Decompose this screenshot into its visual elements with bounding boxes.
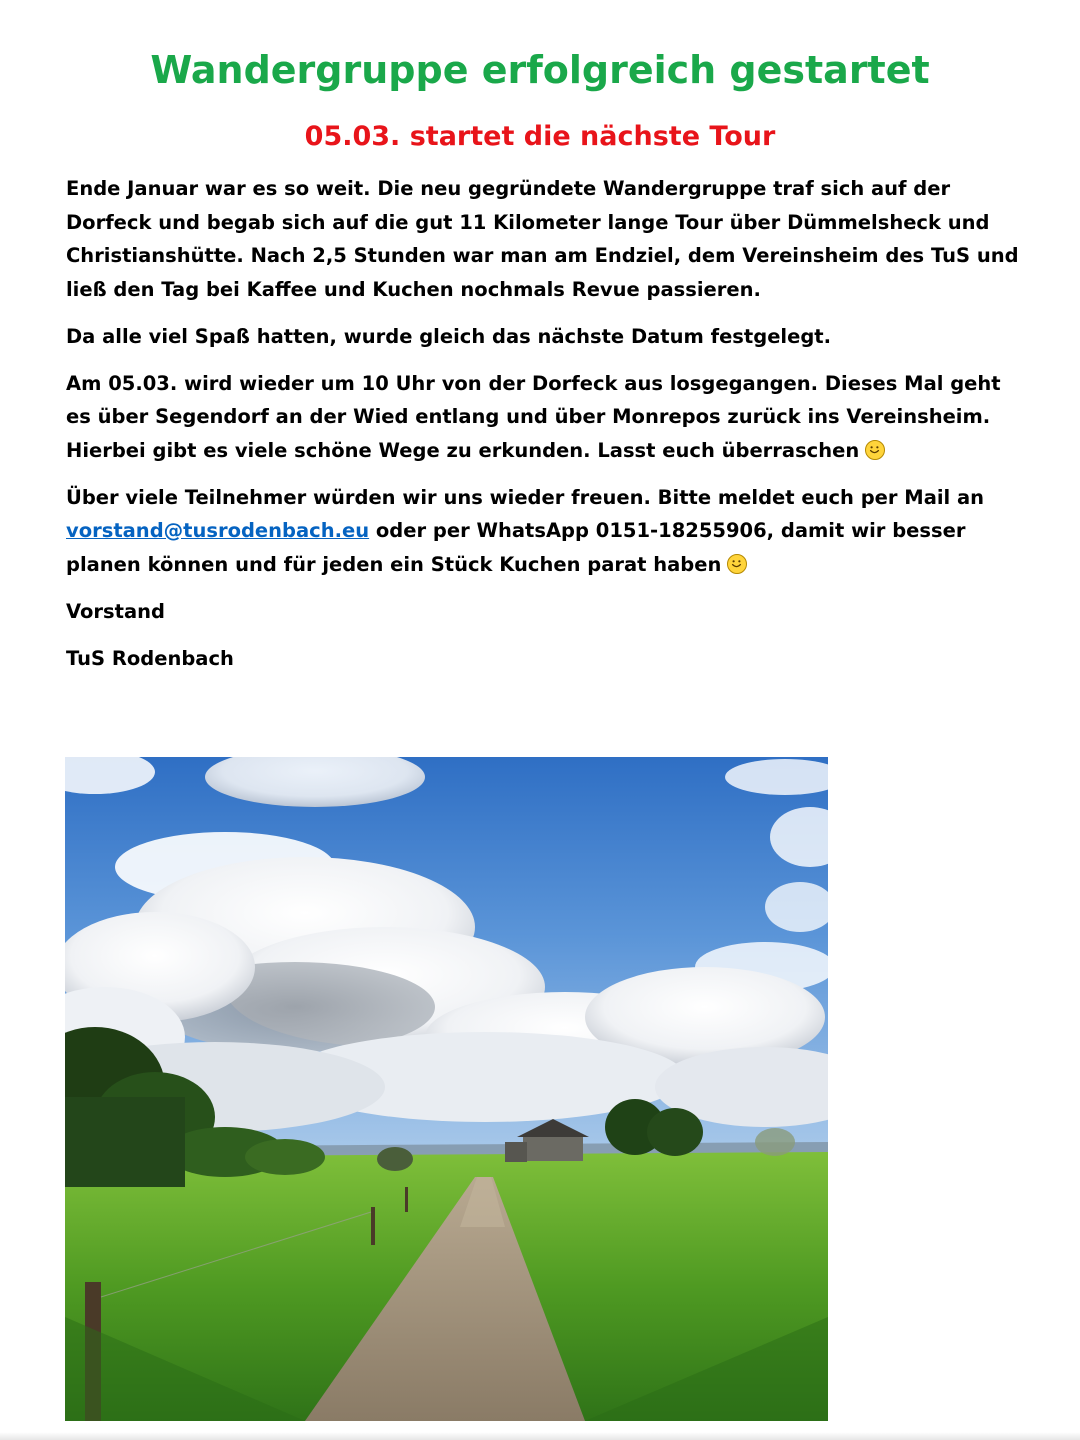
signature-board: Vorstand: [66, 599, 165, 623]
smiling-face-icon: [727, 554, 747, 574]
page-subtitle: 05.03. startet die nächste Tour: [304, 121, 776, 152]
paragraph-tour-details: [66, 367, 1026, 468]
paragraph-registration-text-start: Über viele Teilnehmer würden wir uns wieder freuen. Bitte meldet euch per Mail an: [66, 485, 985, 509]
email-link[interactable]: vorstand@tusrodenbach.eu: [66, 519, 370, 542]
paragraph-next-date: [66, 320, 1026, 354]
page-title: Wandergruppe erfolgreich gestartet: [150, 48, 930, 92]
paragraph-registration-text-end: oder per WhatsApp 0151-18255906, damit wir besser planen können und für jeden ein Stück Kuchen parat haben: [66, 519, 966, 576]
smiling-face-icon: [865, 440, 885, 460]
paragraph-next-date-text: Da alle viel Spaß hatten, wurde gleich das nächste Datum festgelegt.: [66, 324, 832, 348]
paragraph-tour-details-text: Am 05.03. wird wieder um 10 Uhr von der Dorfeck aus losgegangen. Dieses Mal geht es über Segendorf an der Wied entlang und über Monrepos zurück ins Vereinsheim. Hierbei gibt es viele schöne Wege zu erkunden. Lasst euch überraschen: [66, 371, 1001, 462]
paragraph-intro-text: Ende Januar war es so weit. Die neu gegründete Wandergruppe traf sich auf der Dorfeck und begab sich auf die gut 11 Kilometer lange Tour über Dümmelsheck und Christianshütte. Nach 2,5 Stunden war man am Endziel, dem Vereinsheim des TuS und ließ den Tag bei Kaffee und Kuchen nochmals Revue passieren.: [66, 177, 1019, 301]
article-body: [66, 172, 1026, 689]
paragraph-registration: [66, 481, 1026, 582]
page-bottom-edge: [0, 1432, 1080, 1440]
landscape-photo: [65, 757, 828, 1421]
signature-club: TuS Rodenbach: [66, 646, 234, 670]
paragraph-intro: [66, 172, 1026, 306]
